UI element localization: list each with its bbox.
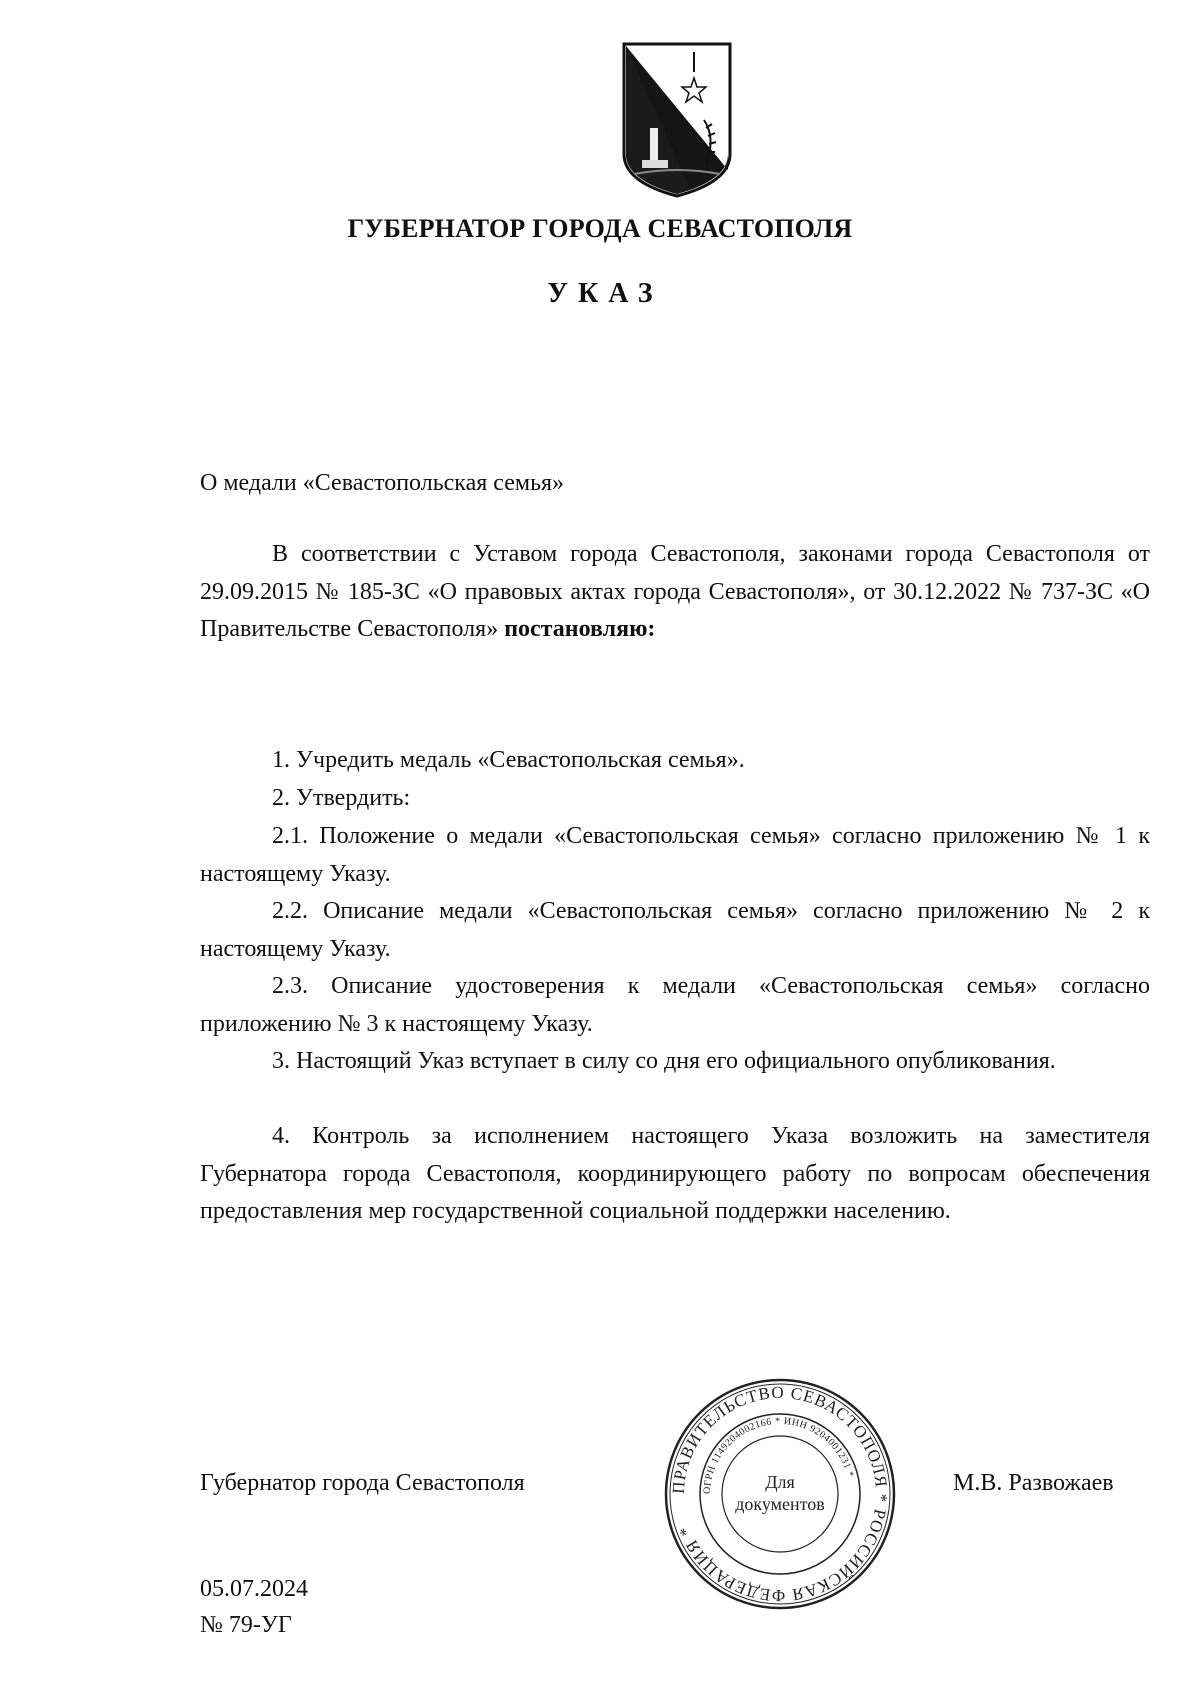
preamble-text: В соответствии с Уставом города Севастополя, законами города Севастополя от 29.09.2015 № 185-ЗС «О правовых актах города Севастополя», от 30.12.2022 № 737-ЗС «О Правительстве Севастополя» <box>200 541 1150 642</box>
coat-of-arms-emblem <box>620 42 734 200</box>
list-item: 1. Учредить медаль «Севастопольская семья». <box>272 747 745 773</box>
organization-title: ГУБЕРНАТОР ГОРОДА СЕВАСТОПОЛЯ <box>347 214 853 243</box>
document-type-heading: УКАЗ <box>547 278 663 309</box>
stamp-center-line1: Для <box>765 1472 795 1492</box>
stamp-outer-text: ПРАВИТЕЛЬСТВО СЕВАСТОПОЛЯ * РОССИЙСКАЯ ФЕДЕРАЦИЯ * <box>668 1382 892 1606</box>
list-item: 2.1. Положение о медали «Севастопольская семья» согласно приложению № 1 к настоящему Указу. <box>200 823 1150 887</box>
stamp-inner-text: ОГРН 1149204002166 * ИНН 9204001231 * <box>701 1415 856 1495</box>
signatory-position: Губернатор города Севастополя <box>200 1470 525 1496</box>
document-number: № 79-УГ <box>200 1612 292 1638</box>
decree-subject: О медали «Севастопольская семья» <box>200 470 565 496</box>
list-item: 2.2. Описание медали «Севастопольская семья» согласно приложению № 2 к настоящему Указу. <box>200 898 1150 962</box>
official-stamp <box>662 1376 898 1612</box>
list-item: 2.3. Описание удостоверения к медали «Севастопольская семья» согласно приложению № 3 к настоящему Указу. <box>200 973 1150 1037</box>
preamble-paragraph <box>200 536 1150 649</box>
stamp-center-line2: документов <box>735 1494 825 1514</box>
decree-verb: постановляю: <box>504 616 656 642</box>
list-item: 2. Утвердить: <box>272 785 411 811</box>
signatory-name: М.В. Развожаев <box>953 1470 1114 1496</box>
list-item: 3. Настоящий Указ вступает в силу со дня его официального опубликования. <box>272 1048 1056 1074</box>
list-item: 4. Контроль за исполнением настоящего Указа возложить на заместителя Губернатора города Севастополя, координирующего работу по вопросам обеспечения предоставления мер государственной социальной поддержки населению. <box>200 1123 1150 1224</box>
document-date: 05.07.2024 <box>200 1576 308 1602</box>
